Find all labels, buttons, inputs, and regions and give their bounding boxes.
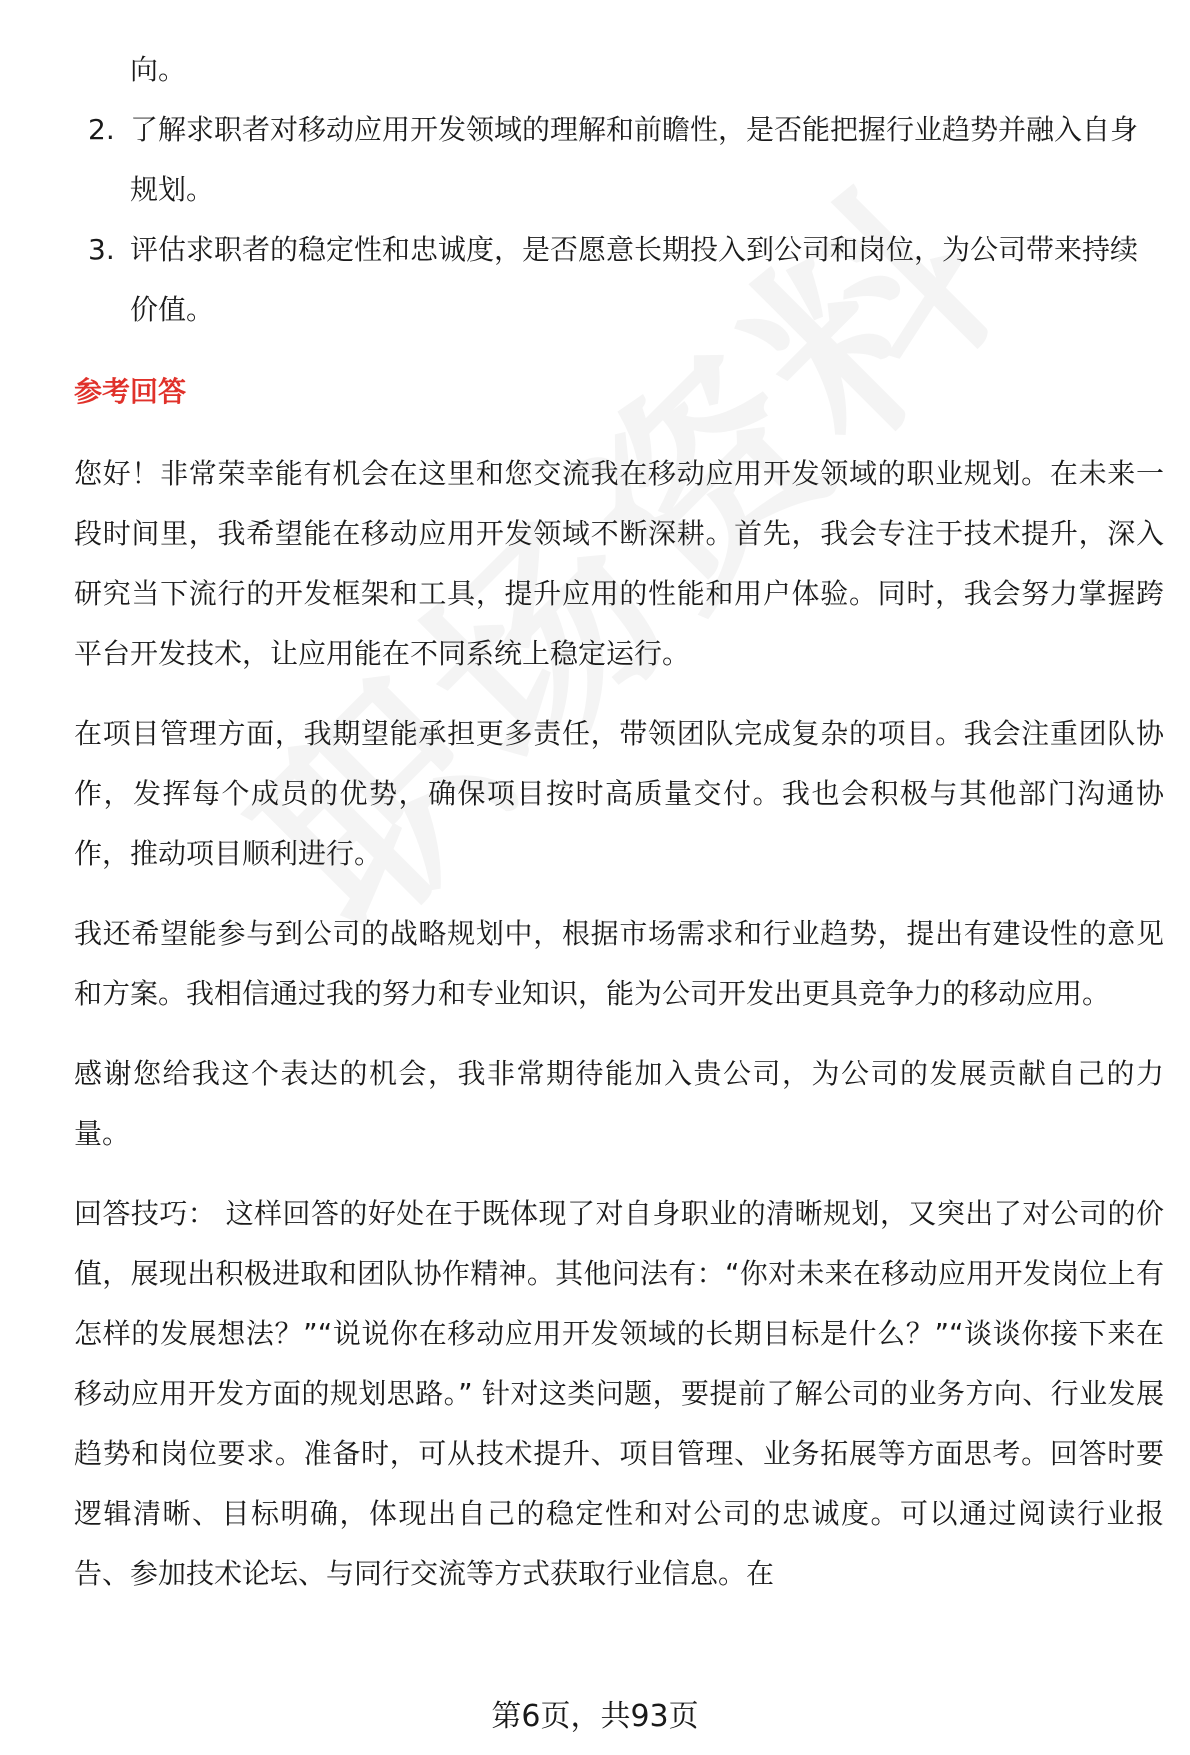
list-item: [74, 100, 1164, 220]
question-list: [74, 100, 1164, 340]
list-item-text: 了解求职者对移动应用开发领域的理解和前瞻性，是否能把握行业趋势并融入自身规划。: [130, 113, 1139, 206]
continuation-text: 向。: [130, 53, 187, 86]
answer-paragraph: 感谢您给我这个表达的机会，我非常期待能加入贵公司，为公司的发展贡献自己的力量。: [74, 1057, 1164, 1150]
list-item: [74, 220, 1164, 340]
list-item-text: 评估求职者的稳定性和忠诚度，是否愿意长期投入到公司和岗位，为公司带来持续价值。: [130, 233, 1139, 326]
page-number-footer: 第6页，共93页: [491, 1699, 699, 1734]
reference-answer-heading: 参考回答: [74, 375, 187, 408]
document-content: [74, 40, 1164, 1604]
list-number: 3.: [88, 233, 115, 266]
answer-paragraph: 您好！非常荣幸能有机会在这里和您交流我在移动应用开发领域的职业规划。在未来一段时间里，我希望能在移动应用开发领域不断深耕。首先，我会专注于技术提升，深入研究当下流行的开发框架和工具，提升应用的性能和用户体验。同时，我会努力掌握跨平台开发技术，让应用能在不同系统上稳定运行。: [74, 457, 1164, 670]
answer-paragraph: 我还希望能参与到公司的战略规划中，根据市场需求和行业趋势，提出有建设性的意见和方案。我相信通过我的努力和专业知识，能为公司开发出更具竞争力的移动应用。: [74, 917, 1164, 1010]
list-number: 2.: [88, 113, 115, 146]
tips-paragraph: 回答技巧： 这样回答的好处在于既体现了对自身职业的清晰规划，又突出了对公司的价值，展现出积极进取和团队协作精神。其他问法有：“你对未来在移动应用开发岗位上有怎样的发展想法？”“说说你在移动应用开发领域的长期目标是什么？”“谈谈你接下来在移动应用开发方面的规划思路。” 针对这类问题，要提前了解公司的业务方向、行业发展趋势和岗位要求。准备时，可从技术提升、项目管理、业务拓展等方面思考。回答时要逻辑清晰、目标明确，体现出自己的稳定性和对公司的忠诚度。可以通过阅读行业报告、参加技术论坛、与同行交流等方式获取行业信息。在: [74, 1197, 1164, 1590]
answer-paragraph: 在项目管理方面，我期望能承担更多责任，带领团队完成复杂的项目。我会注重团队协作，发挥每个成员的优势，确保项目按时高质量交付。我也会积极与其他部门沟通协作，推动项目顺利进行。: [74, 717, 1164, 870]
